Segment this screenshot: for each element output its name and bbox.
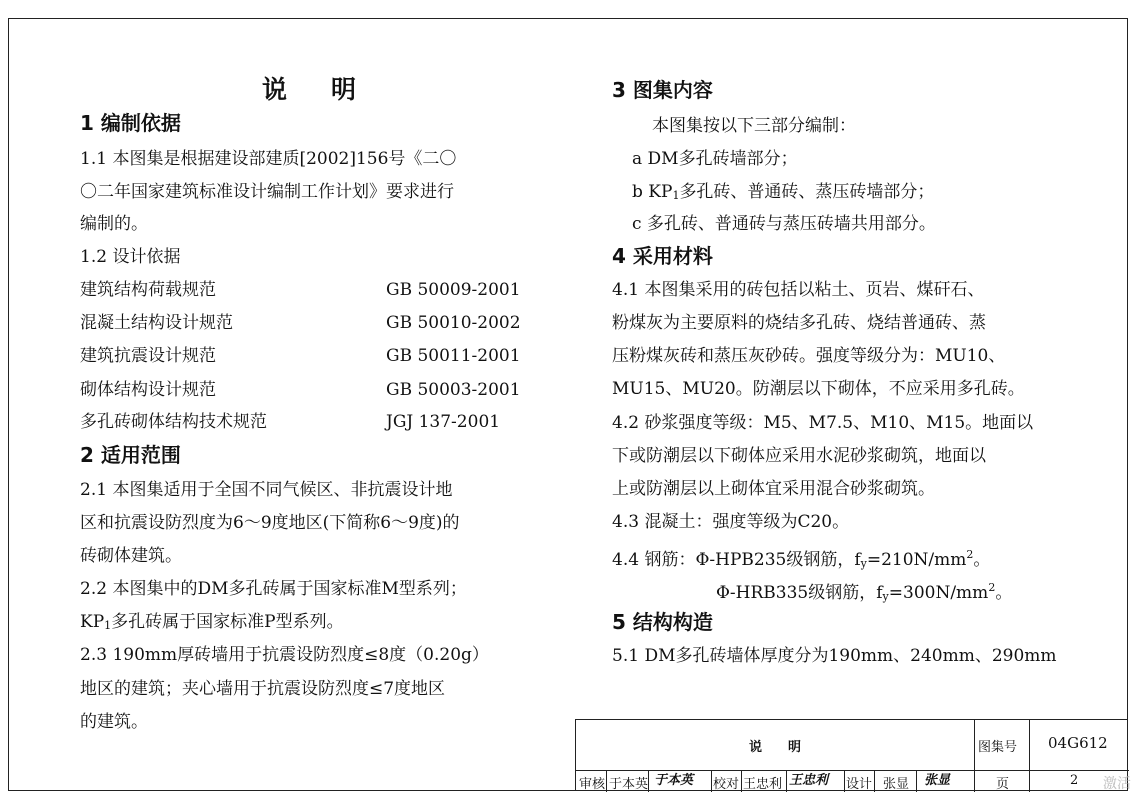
section-2-heading: 2 适用范围 xyxy=(80,443,181,467)
text-run: Φ-HRB335级钢筋，f xyxy=(716,583,883,603)
checker-name: 王忠利 xyxy=(743,777,783,792)
paragraph-line xyxy=(612,543,990,576)
code-number: JGJ 137-2001 xyxy=(386,412,501,432)
atlas-number-label: 图集号 xyxy=(978,740,1018,755)
subscript: 1 xyxy=(672,189,680,202)
list-item: c 多孔砖、普通砖与蒸压砖墙共用部分。 xyxy=(632,214,936,234)
section-1-heading: 1 编制依据 xyxy=(80,111,181,135)
code-number: GB 50010-2002 xyxy=(386,313,521,333)
text-run: =210N/mm xyxy=(866,550,967,570)
code-number: GB 50003-2001 xyxy=(386,380,521,400)
title-char: 明 xyxy=(331,75,357,104)
code-name: 建筑抗震设计规范 xyxy=(80,346,216,366)
paragraph-line xyxy=(80,610,344,638)
code-number: GB 50011-2001 xyxy=(386,346,521,366)
paragraph-line: 2.1 本图集适用于全国不同气候区、非抗震设计地 xyxy=(80,480,453,500)
page-number: 2 xyxy=(1070,773,1079,788)
paragraph-line: 5.1 DM多孔砖墙体厚度分为190mm、240mm、290mm xyxy=(612,646,1057,666)
title-char: 说 xyxy=(262,75,288,104)
text-run: 多孔砖、普通砖、蒸压砖墙部分； xyxy=(679,182,935,202)
paragraph-line: 〇二年国家建筑标准设计编制工作计划》要求进行 xyxy=(80,182,454,202)
paragraph-line: 地区的建筑；夹心墙用于抗震设防烈度≤7度地区 xyxy=(80,679,446,699)
text-run: b KP xyxy=(632,182,673,202)
text-run: 4.4 钢筋：Φ-HPB235级钢筋，f xyxy=(612,550,861,570)
atlas-number: 04G612 xyxy=(1048,734,1108,752)
subscript: 1 xyxy=(104,619,112,632)
text-run: 。 xyxy=(995,583,1013,603)
paragraph-line: 砖砌体建筑。 xyxy=(80,546,182,566)
watermark-text: 激活 xyxy=(1103,776,1131,792)
check-label: 校对 xyxy=(713,777,740,792)
page-title xyxy=(262,70,356,106)
title-block-title: 说 明 xyxy=(748,739,801,755)
designer-signature: 张显 xyxy=(924,773,951,788)
code-name: 建筑结构荷载规范 xyxy=(80,280,216,300)
text-run: 。 xyxy=(973,550,991,570)
superscript: 2 xyxy=(988,581,996,594)
paragraph-line: 2.2 本图集中的DM多孔砖属于国家标准M型系列； xyxy=(80,579,467,599)
subscript: y xyxy=(860,557,867,570)
paragraph-line: 4.1 本图集采用的砖包括以粘土、页岩、煤矸石、 xyxy=(612,280,985,300)
paragraph-line: 区和抗震设防烈度为6～9度地区(下简称6～9度)的 xyxy=(80,513,460,533)
list-item: a DM多孔砖墙部分； xyxy=(632,149,798,169)
paragraph-line: 4.2 砂浆强度等级：M5、M7.5、M10、M15。地面以 xyxy=(612,413,1034,433)
section-4-heading: 4 采用材料 xyxy=(612,244,713,268)
design-label: 设计 xyxy=(846,777,873,792)
paragraph-line: 1.1 本图集是根据建设部建质[2002]156号《二〇 xyxy=(80,149,457,169)
code-number: GB 50009-2001 xyxy=(386,280,521,300)
page-label: 页 xyxy=(996,777,1010,792)
paragraph-line: 4.3 混凝土：强度等级为C20。 xyxy=(612,512,850,532)
section-5-heading: 5 结构构造 xyxy=(612,610,713,634)
paragraph-line: 编制的。 xyxy=(80,214,148,234)
text-run: 多孔砖属于国家标准P型系列。 xyxy=(111,612,344,632)
paragraph-line: 下或防潮层以下砌体应采用水泥砂浆砌筑，地面以 xyxy=(612,446,986,466)
code-name: 多孔砖砌体结构技术规范 xyxy=(80,412,267,432)
paragraph-line: 的建筑。 xyxy=(80,712,148,732)
paragraph-line: 上或防潮层以上砌体宜采用混合砂浆砌筑。 xyxy=(612,479,935,499)
paragraph-line: 本图集按以下三部分编制： xyxy=(652,116,856,136)
code-name: 砌体结构设计规范 xyxy=(80,380,216,400)
designer-name: 张显 xyxy=(883,777,910,792)
paragraph-line: 2.3 190mm厚砖墙用于抗震设防烈度≤8度（0.20g） xyxy=(80,645,489,665)
paragraph-line: 1.2 设计依据 xyxy=(80,247,181,267)
paragraph-line xyxy=(716,576,1012,609)
subscript: y xyxy=(882,590,889,603)
reviewer-signature: 于本英 xyxy=(654,773,694,788)
review-label: 审核 xyxy=(579,777,606,792)
paragraph-line: 粉煤灰为主要原料的烧结多孔砖、烧结普通砖、蒸 xyxy=(612,313,986,333)
paragraph-line: MU15、MU20。防潮层以下砌体，不应采用多孔砖。 xyxy=(612,379,1025,399)
code-name: 混凝土结构设计规范 xyxy=(80,313,233,333)
text-run: KP xyxy=(80,612,105,632)
reviewer-name: 于本英 xyxy=(609,777,649,792)
paragraph-line: 压粉煤灰砖和蒸压灰砂砖。强度等级分为：MU10、 xyxy=(612,346,1006,366)
list-item xyxy=(632,180,934,208)
superscript: 2 xyxy=(966,548,974,561)
section-3-heading: 3 图集内容 xyxy=(612,78,713,102)
text-run: =300N/mm xyxy=(888,583,989,603)
checker-signature: 王忠利 xyxy=(789,773,829,788)
title-block xyxy=(575,719,1128,791)
